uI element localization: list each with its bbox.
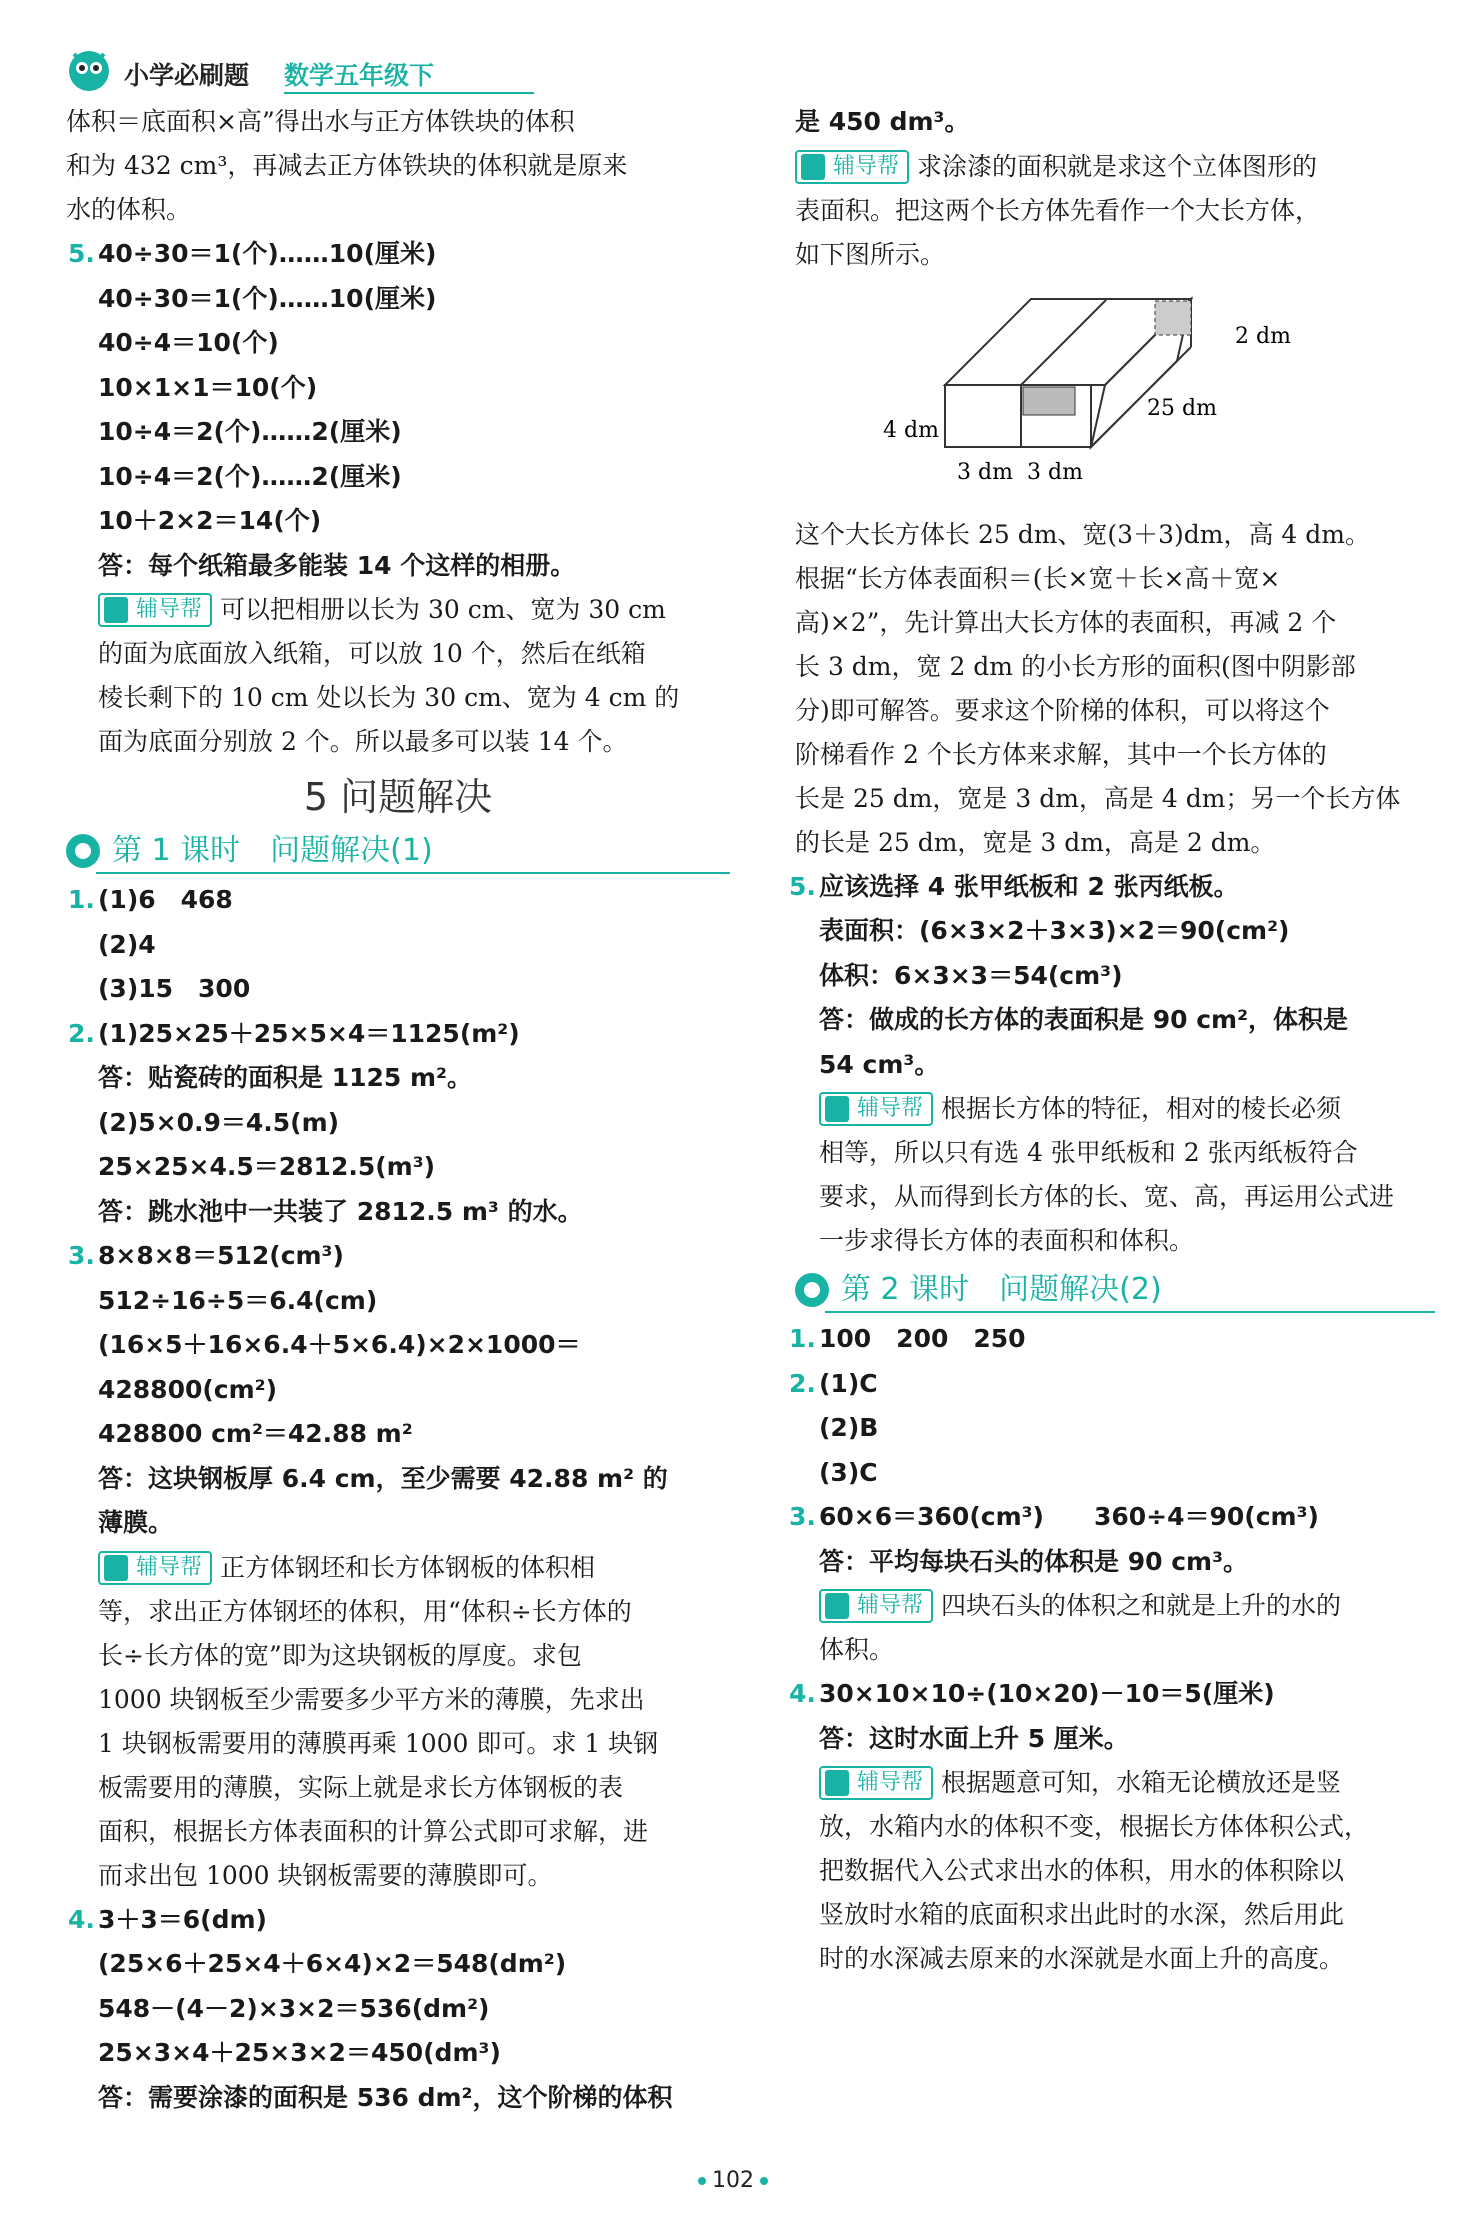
help-line: 可以把相册以长为 30 cm、宽为 30 cm: [220, 595, 666, 624]
help-line: 把数据代入公式求出水的体积，用水的体积除以: [819, 1856, 1345, 1885]
header-underline: [284, 92, 534, 94]
question-number: 3.: [789, 1502, 816, 1531]
answer-line: 25×25×4.5＝2812.5(m³): [98, 1152, 436, 1181]
answer-line: 548－(4－2)×3×2＝536(dm²): [98, 1993, 490, 2023]
help-line: 棱长剩下的 10 cm 处以长为 30 cm、宽为 4 cm 的: [98, 683, 680, 712]
answer-2: [66, 1012, 730, 1235]
help-line: 放，水箱内水的体积不变，根据长方体体积公式，: [819, 1812, 1370, 1841]
help-line: 面积，根据长方体表面积的计算公式即可求解，进: [98, 1816, 649, 1846]
help-line: 而求出包 1000 块钢板需要的薄膜即可。: [98, 1860, 553, 1890]
answer-1: [66, 878, 730, 1012]
question-number: 5.: [68, 239, 95, 268]
question-number: 2.: [789, 1368, 816, 1398]
help-line: 体积。: [819, 1635, 895, 1664]
lesson-bullet-icon: [66, 834, 100, 868]
answer-line: 是 450 dm³。: [795, 107, 970, 136]
text-line: 和为 432 cm³，再减去正方体铁块的体积就是原来: [66, 151, 628, 180]
answer-line: 10×1×1＝10(个): [98, 372, 318, 402]
help-tag: 辅导帮: [819, 1766, 933, 1800]
help-line: 长是 25 dm，宽是 3 dm，高是 4 dm；另一个长方体: [795, 783, 1401, 813]
help-line: 这个大长方体长 25 dm、宽(3＋3)dm，高 4 dm。: [795, 519, 1370, 549]
help-line: 的长是 25 dm，宽是 3 dm，高是 2 dm。: [795, 827, 1276, 857]
answer-line: (2)B: [819, 1413, 879, 1442]
help-line: 面为底面分别放 2 个。所以最多可以装 14 个。: [98, 727, 628, 756]
answer-line: 10÷4＝2(个)……2(厘米): [98, 461, 402, 491]
help-line: 正方体钢坯和长方体钢板的体积相: [220, 1552, 596, 1582]
answer-line: 54 cm³。: [819, 1049, 940, 1079]
answer-line: 100 200 250: [819, 1324, 1026, 1353]
answer-line: 428800(cm²): [98, 1374, 278, 1404]
help-line: 分)即可解答。要求这个阶梯的体积，可以将这个: [795, 695, 1330, 725]
answer-3: [66, 1234, 730, 1898]
answer-5-right: [789, 865, 1435, 1264]
lesson-title: 第 2 课时 问题解决(2): [841, 1272, 1162, 1307]
answer-line: (25×6＋25×4＋6×4)×2＝548(dm²): [98, 1949, 567, 1978]
dim-label: 3 dm: [957, 459, 1013, 485]
answer-line: 薄膜。: [98, 1508, 174, 1537]
footer-dot-icon: [698, 2177, 706, 2185]
footer-dot-icon: [760, 2177, 768, 2185]
dim-label: 25 dm: [1147, 395, 1217, 421]
dim-label: 2 dm: [1235, 323, 1291, 349]
help-line: 要求，从而得到长方体的长、宽、高，再运用公式进: [819, 1182, 1395, 1211]
help-tag: 辅导帮: [819, 1589, 933, 1623]
answer-line: (3)15 300: [98, 974, 251, 1003]
help-line: 如下图所示。: [795, 239, 946, 269]
answer-line: (2)4: [98, 929, 156, 959]
help-line: 竖放时水箱的底面积求出此时的水深，然后用此: [819, 1900, 1345, 1929]
help-line: 高)×2”，先计算出大长方体的表面积，再减 2 个: [795, 607, 1337, 637]
answer-line: 答：跳水池中一共装了 2812.5 m³ 的水。: [98, 1196, 583, 1226]
answer-4: [66, 1898, 730, 2121]
page-header: [64, 40, 764, 104]
question-number: 1.: [68, 885, 95, 914]
answer-line: 答：平均每块石头的体积是 90 cm³。: [819, 1546, 1249, 1576]
help-tag: 辅导帮: [98, 593, 212, 627]
lesson-bullet-icon: [795, 1273, 829, 1307]
help-line: 四块石头的体积之和就是上升的水的: [941, 1591, 1342, 1620]
help-line: 一步求得长方体的表面积和体积。: [819, 1226, 1195, 1255]
dim-label: 3 dm: [1027, 459, 1083, 485]
question-number: 5.: [789, 871, 816, 901]
help-line: 1000 块钢板至少需要多少平方米的薄膜，先求出: [98, 1684, 645, 1714]
help-line: 根据长方体的特征，相对的棱长必须: [941, 1094, 1342, 1123]
cuboid-figure: [795, 279, 1435, 509]
lesson-rule: [96, 872, 730, 874]
answer-line: 25×3×4＋25×3×2＝450(dm³): [98, 2038, 501, 2067]
answer-line: 体积：6×3×3＝54(cm³): [819, 960, 1123, 990]
answer-line: (3)C: [819, 1457, 878, 1487]
answer-line: (2)5×0.9＝4.5(m): [98, 1107, 340, 1137]
help-line: 等，求出正方体钢坯的体积，用“体积÷长方体的: [98, 1596, 632, 1626]
subject-name: 数学五年级下: [284, 61, 435, 90]
answer-line: 10÷4＝2(个)……2(厘米): [98, 417, 402, 446]
text-line: 体积＝底面积×高”得出水与正方体铁块的体积: [66, 107, 575, 136]
answer-line: (1)C: [819, 1368, 878, 1398]
answer-line: 答：需要涂漆的面积是 536 dm²，这个阶梯的体积: [98, 2082, 673, 2112]
answer-line: 答：这时水面上升 5 厘米。: [819, 1723, 1129, 1753]
answer-line: 40÷4＝10(个): [98, 328, 279, 357]
dim-label: 4 dm: [883, 417, 939, 443]
answer-line: 428800 cm²＝42.88 m²: [98, 1419, 413, 1448]
answer-line: 答：贴瓷砖的面积是 1125 m²。: [98, 1063, 472, 1092]
answer-line: 应该选择 4 张甲纸板和 2 张丙纸板。: [819, 871, 1239, 901]
answer-line: 512÷16÷5＝6.4(cm): [98, 1285, 378, 1315]
question-number: 2.: [68, 1018, 95, 1048]
right-column: [789, 100, 1435, 1981]
text-line: 水的体积。: [66, 195, 192, 224]
lesson2-answers: [789, 1317, 1435, 1981]
help-line: 板需要用的薄膜，实际上就是求长方体钢板的表: [98, 1772, 624, 1802]
answer-line: (1)25×25＋25×5×4＝1125(m²): [98, 1018, 520, 1048]
brand-name: 小学必刷题: [124, 61, 250, 90]
page-number: 102: [712, 2168, 754, 2193]
lesson-title: 第 1 课时 问题解决(1): [112, 833, 433, 868]
help-line: 根据题意可知，水箱无论横放还是竖: [941, 1768, 1342, 1797]
left-column: [66, 100, 730, 2120]
answer-line: 8×8×8＝512(cm³): [98, 1241, 344, 1270]
answer-line: 10＋2×2＝14(个): [98, 506, 322, 535]
answer-line: 60×6＝360(cm³) 360÷4＝90(cm³): [819, 1502, 1319, 1531]
help-line: 时的水深减去原来的水深就是水面上升的高度。: [819, 1944, 1345, 1973]
answer-line: (1)6 468: [98, 885, 233, 914]
help-line: 的面为底面放入纸箱，可以放 10 个，然后在纸箱: [98, 639, 646, 668]
answer-line: 答：每个纸箱最多能装 14 个这样的相册。: [98, 550, 576, 580]
help-line: 根据“长方体表面积＝(长×宽＋长×高＋宽×: [795, 563, 1281, 593]
answer-line: (16×5＋16×6.4＋5×6.4)×2×1000＝: [98, 1330, 581, 1359]
help-line: 表面积。把这两个长方体先看作一个大长方体，: [795, 195, 1321, 225]
help-line: 长 3 dm，宽 2 dm 的小长方形的面积(图中阴影部: [795, 651, 1356, 681]
mascot-logo-icon: [64, 44, 114, 94]
section-title: 5 问题解决: [303, 775, 493, 819]
lesson-heading-2: [795, 1267, 1435, 1315]
question-number: 4.: [789, 1679, 816, 1708]
question-number: 3.: [68, 1241, 95, 1270]
help-line: 求涂漆的面积就是求这个立体图形的: [917, 151, 1318, 181]
answer-line: 30×10×10÷(10×20)－10＝5(厘米): [819, 1679, 1275, 1708]
lesson-rule: [825, 1311, 1435, 1313]
help-line: 1 块钢板需要用的薄膜再乘 1000 即可。求 1 块钢: [98, 1728, 659, 1758]
help-line: 相等，所以只有选 4 张甲纸板和 2 张丙纸板符合: [819, 1138, 1358, 1167]
answer-line: 40÷30＝1(个)……10(厘米): [98, 283, 437, 313]
help-tag: 辅导帮: [98, 1551, 212, 1585]
help-tag: 辅导帮: [795, 150, 909, 184]
help-line: 长÷长方体的宽”即为这块钢板的厚度。求包: [98, 1640, 582, 1670]
lesson-heading-1: [66, 828, 730, 876]
question-number: 1.: [789, 1324, 816, 1353]
answer-line: 答：做成的长方体的表面积是 90 cm²，体积是: [819, 1005, 1349, 1034]
help-tag: 辅导帮: [819, 1092, 933, 1126]
answer-line: 3＋3＝6(dm): [98, 1904, 267, 1934]
answer-line: 40÷30＝1(个)……10(厘米): [98, 239, 437, 268]
help-line: 阶梯看作 2 个长方体来求解，其中一个长方体的: [795, 739, 1327, 769]
page-footer: [0, 2168, 1466, 2193]
question-number: 4.: [68, 1904, 95, 1934]
answer-line: 表面积：(6×3×2＋3×3)×2＝90(cm²): [819, 916, 1290, 945]
answer-5: [66, 232, 730, 764]
answer-line: 答：这块钢板厚 6.4 cm，至少需要 42.88 m² 的: [98, 1463, 668, 1493]
cuboid-diagram: [795, 279, 1435, 509]
